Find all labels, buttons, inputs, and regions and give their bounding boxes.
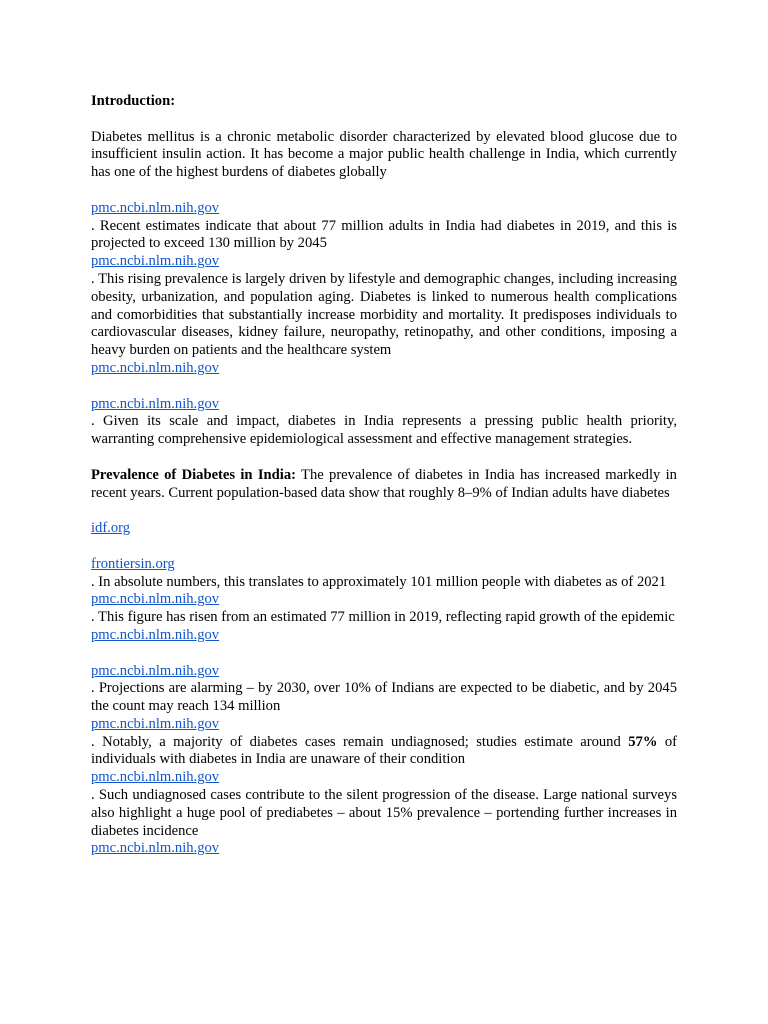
- citation-link[interactable]: pmc.ncbi.nlm.nih.gov: [91, 199, 220, 216]
- prevalence-paragraph-4: . Projections are alarming – by 2030, over 10% of Indians are expected to be diabetic, and by 2045 the count may reach 134 million: [91, 680, 677, 715]
- intro-paragraph-3: . This rising prevalence is largely driven by lifestyle and demographic changes, including increasing obesity, urbanization, and population aging. Diabetes is linked to numerous health complications and comorbidities that substantially increase morbidity and mortality. It predisposes individuals to cardiovascular diseases, kidney failure, neuropathy, retinopathy, and other conditions, imposing a heavy burden on patients and the healthcare system: [91, 270, 677, 359]
- prevalence-text: The prevalence of diabetes in India has increased markedly in recent years. Current population-based data show that roughly 8–9% of Indian adults have diabetes: [91, 466, 677, 501]
- intro-paragraph-1: Diabetes mellitus is a chronic metabolic disorder characterized by elevated blood glucose due to insufficient insulin action. It has become a major public health challenge in India, which currently has one of the highest burdens of diabetes globally: [91, 128, 677, 181]
- prevalence-paragraph-1: [91, 467, 677, 503]
- spacer: [91, 182, 677, 200]
- undiagnosed-percent: 57%: [628, 733, 658, 750]
- spacer: [91, 449, 677, 467]
- document-page: [91, 93, 677, 858]
- prevalence-text: of individuals with diabetes in India are unaware of their condition: [91, 733, 677, 768]
- prevalence-paragraph-2: . In absolute numbers, this translates to approximately 101 million people with diabetes as of 2021: [91, 573, 667, 590]
- introduction-heading: Introduction:: [91, 93, 176, 109]
- citation-link[interactable]: pmc.ncbi.nlm.nih.gov: [91, 662, 220, 679]
- citation-link[interactable]: pmc.ncbi.nlm.nih.gov: [91, 840, 220, 857]
- citation-link[interactable]: pmc.ncbi.nlm.nih.gov: [91, 395, 220, 412]
- prevalence-paragraph-3: . This figure has risen from an estimated 77 million in 2019, reflecting rapid growth of the epidemic: [91, 609, 675, 626]
- intro-paragraph-2: . Recent estimates indicate that about 77 million adults in India had diabetes in 2019, and this is projected to exceed 130 million by 2045: [91, 217, 677, 252]
- citation-link[interactable]: frontiersin.org: [91, 555, 175, 572]
- citation-link[interactable]: idf.org: [91, 520, 131, 537]
- citation-link[interactable]: pmc.ncbi.nlm.nih.gov: [91, 769, 220, 786]
- citation-link[interactable]: pmc.ncbi.nlm.nih.gov: [91, 359, 220, 376]
- citation-link[interactable]: pmc.ncbi.nlm.nih.gov: [91, 253, 220, 270]
- prevalence-heading: Prevalence of Diabetes in India:: [91, 466, 296, 483]
- spacer: [91, 538, 677, 556]
- prevalence-paragraph-6: . Such undiagnosed cases contribute to the silent progression of the disease. Large national surveys also highlight a huge pool of prediabetes – about 15% prevalence – portending further increases in diabetes incidence: [91, 787, 677, 839]
- prevalence-text: . Notably, a majority of diabetes cases remain undiagnosed; studies estimate around: [91, 733, 629, 750]
- citation-link[interactable]: pmc.ncbi.nlm.nih.gov: [91, 591, 220, 608]
- citation-link[interactable]: pmc.ncbi.nlm.nih.gov: [91, 626, 220, 643]
- citation-link[interactable]: pmc.ncbi.nlm.nih.gov: [91, 715, 220, 732]
- spacer: [91, 378, 677, 396]
- spacer: [91, 111, 677, 129]
- intro-paragraph-4: . Given its scale and impact, diabetes in India represents a pressing public health priority, warranting comprehensive epidemiological assessment and effective management strategies.: [91, 413, 677, 448]
- prevalence-paragraph-5: [91, 734, 677, 770]
- spacer: [91, 502, 677, 520]
- spacer: [91, 645, 677, 663]
